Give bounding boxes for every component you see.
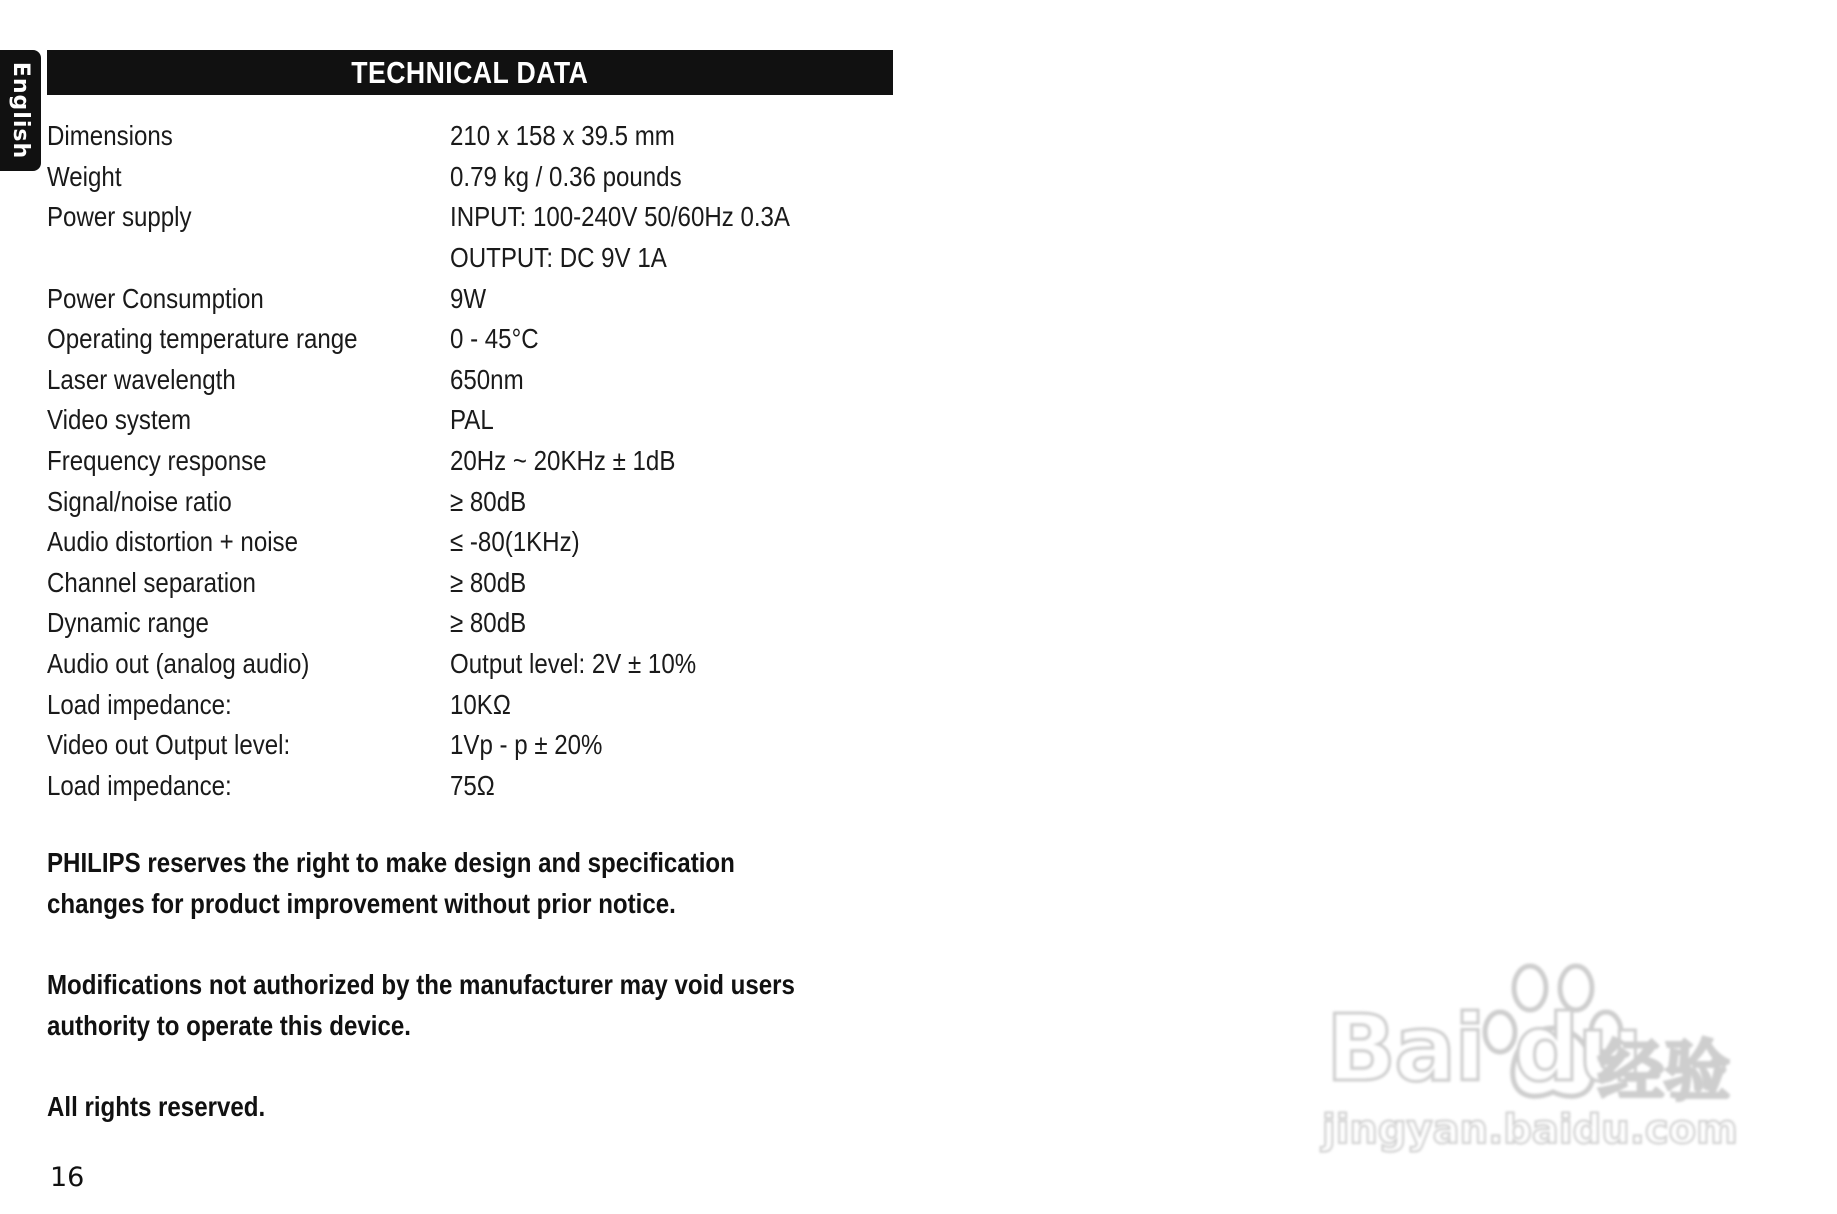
spec-row	[47, 563, 893, 604]
spec-label: Dynamic range	[47, 607, 209, 639]
spec-value: ≥ 80dB	[450, 566, 527, 598]
spec-value: ≤ -80(1KHz)	[450, 526, 580, 558]
spec-value: ≥ 80dB	[450, 485, 527, 517]
page-number: 16	[50, 1162, 85, 1193]
spec-value: 75Ω	[450, 769, 495, 801]
spec-row	[47, 522, 893, 563]
spec-row	[47, 319, 893, 360]
spec-value: Output level: 2V ± 10%	[450, 648, 697, 680]
spec-label: Dimensions	[47, 120, 173, 152]
spec-value: OUTPUT: DC 9V 1A	[450, 242, 667, 274]
language-tab	[0, 50, 41, 171]
spec-value: INPUT: 100-240V 50/60Hz 0.3A	[450, 201, 790, 233]
spec-row	[47, 766, 893, 807]
baidu-jingyan-watermark	[1310, 950, 1770, 1170]
spec-row	[47, 400, 893, 441]
notes-section	[47, 842, 907, 1167]
note-line: All rights reserved.	[47, 1091, 266, 1122]
spec-label: Video out Output level:	[47, 729, 291, 761]
spec-row	[47, 725, 893, 766]
spec-row	[47, 684, 893, 725]
spec-row	[47, 197, 893, 238]
note-line: changes for product improvement without prior notice.	[47, 888, 676, 919]
note-line: PHILIPS reserves the right to make design and specification	[47, 847, 735, 878]
spec-row	[47, 481, 893, 522]
spec-label: Audio distortion + noise	[47, 526, 298, 558]
watermark-chinese: 经验	[1598, 1033, 1730, 1110]
spec-value: 9W	[450, 282, 487, 314]
rights-notice	[47, 1086, 787, 1127]
spec-label: Frequency response	[47, 445, 267, 477]
spec-label: Weight	[47, 160, 122, 192]
note-line: authority to operate this device.	[47, 1010, 411, 1041]
spec-row	[47, 603, 893, 644]
spec-label: Load impedance:	[47, 688, 232, 720]
spec-row	[47, 441, 893, 482]
spec-value: 0.79 kg / 0.36 pounds	[450, 160, 682, 192]
spec-label: Power supply	[47, 201, 192, 233]
spec-row	[47, 644, 893, 685]
spec-value: 1Vp - p ± 20%	[450, 729, 603, 761]
spec-label: Load impedance:	[47, 769, 232, 801]
language-tab-label: English	[8, 61, 33, 160]
spec-value: 10KΩ	[450, 688, 511, 720]
spec-row	[47, 360, 893, 401]
spec-label: Laser wavelength	[47, 363, 236, 395]
watermark-url: jingyan.baidu.com	[1322, 1107, 1738, 1153]
watermark-brand: Bai du	[1326, 995, 1642, 1102]
spec-value: 650nm	[450, 363, 524, 395]
spec-value: PAL	[450, 404, 494, 436]
spec-row	[47, 278, 893, 319]
spec-label: Channel separation	[47, 566, 256, 598]
spec-label: Audio out (analog audio)	[47, 648, 310, 680]
section-title-bar	[47, 50, 893, 95]
spec-label: Signal/noise ratio	[47, 485, 232, 517]
design-change-notice	[47, 842, 787, 924]
modification-warning	[47, 964, 795, 1046]
spec-value: 210 x 158 x 39.5 mm	[450, 120, 675, 152]
spec-label: Operating temperature range	[47, 323, 358, 355]
spec-value: 20Hz ~ 20KHz ± 1dB	[450, 445, 676, 477]
spec-table	[47, 116, 893, 806]
spec-label: Power Consumption	[47, 282, 264, 314]
spec-label: Video system	[47, 404, 192, 436]
spec-row	[47, 116, 893, 157]
spec-row	[47, 238, 893, 279]
section-title: TECHNICAL DATA	[351, 54, 589, 90]
note-line: Modifications not authorized by the manufacturer may void users	[47, 969, 795, 1000]
spec-value: ≥ 80dB	[450, 607, 527, 639]
spec-row	[47, 157, 893, 198]
spec-value: 0 - 45°C	[450, 323, 539, 355]
